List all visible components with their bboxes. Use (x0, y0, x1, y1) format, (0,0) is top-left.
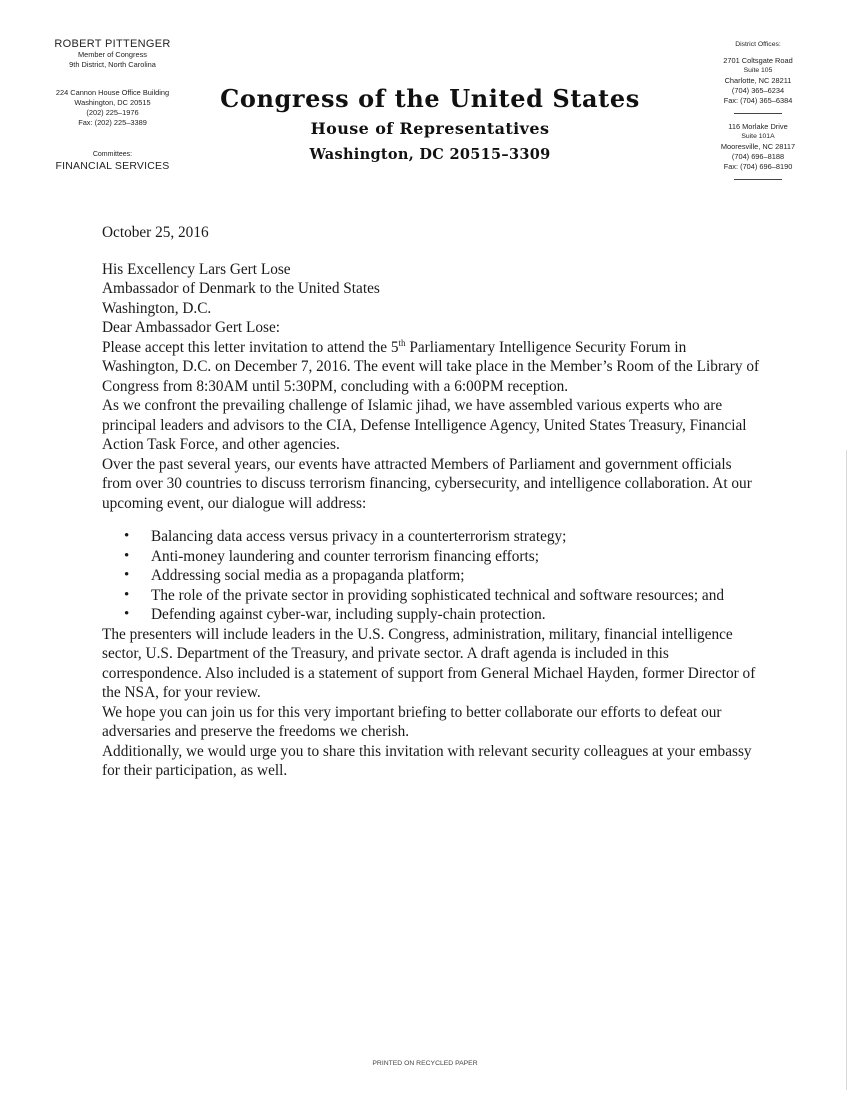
invitation-text-end: Parliamentary Intelligence Security Forum in Washington, D.C. on December 7, 2016. The event will take place in the Member’s Room of the Library of Congress from 8:30AM until 5:30PM, concluding with a 6:00PM reception. (102, 338, 760, 395)
paragraph-share: Additionally, we would urge you to share this invitation with relevant security colleagues at your embassy for their participation, as well. (102, 742, 752, 779)
office-phone: (704) 696–8188 (731, 152, 785, 161)
office-phone: (704) 365–6234 (731, 86, 785, 95)
recycled-paper-footer: PRINTED ON RECYCLED PAPER (372, 1060, 478, 1067)
list-item: • Defending against cyber-war, including supply-chain protection. (124, 605, 762, 625)
paragraph-experts: As we confront the prevailing challenge of Islamic jihad, we have assembled various experts who are principal leaders and advisors to the CIA, Defense Intelligence Agency, United States Treasury, Financial Action Task Force, and other agencies. (102, 397, 747, 453)
letterhead-district-offices (692, 40, 824, 188)
paragraph-hope: We hope you can join us for this very important briefing to better collaborate our efforts to defeat our adversaries and preserve the freedoms we cherish. (102, 703, 722, 740)
topics-list (102, 527, 762, 625)
member-title: Member of Congress (77, 50, 147, 59)
salutation: Dear Ambassador Gert Lose: (102, 319, 280, 336)
member-district: 9th District, North Carolina (69, 60, 156, 69)
letter-body (102, 223, 762, 781)
list-item: • Balancing data access versus privacy in a counterterrorism strategy; (124, 527, 762, 547)
divider (734, 113, 782, 114)
house-title: House of Representatives (310, 119, 550, 138)
paragraph-presenters: The presenters will include leaders in the U.S. Congress, administration, military, financial intelligence sector, U.S. Department of the Treasury, and private sector. A draft agenda is included in this correspondence. Also included is a statement of support from General Michael Hayden, former Director of the NSA, for your review. (102, 625, 756, 701)
list-item: • Addressing social media as a propaganda platform; (124, 566, 762, 586)
committee-name: FINANCIAL SERVICES (55, 160, 170, 172)
ordinal-suffix: th (398, 337, 406, 348)
paragraph-dialogue: Over the past several years, our events have attracted Members of Parliament and government officials from over 30 countries to discuss terrorism financing, cybersecurity, and intelligence collaboration. At our upcoming event, our dialogue will address: (102, 455, 752, 512)
dc-phone: (202) 225–1976 (86, 108, 139, 117)
congress-title: Congress of the United States (220, 84, 640, 113)
list-item: • The role of the private sector in providing sophisticated technical and software resources; and (124, 586, 762, 606)
list-item: • Anti-money laundering and counter terrorism financing efforts; (124, 547, 762, 567)
office-line: Mooresville, NC 28117 (720, 142, 796, 151)
office-line: 116 Morlake Drive (728, 122, 788, 131)
office-fax: Fax: (704) 365–6384 (723, 96, 793, 105)
letter-date: October 25, 2016 (102, 224, 209, 241)
recipient-line: Washington, D.C. (102, 299, 212, 317)
dc-fax: Fax: (202) 225–3389 (78, 118, 147, 127)
dc-address-line: Washington, DC 20515 (74, 98, 151, 107)
office-line: Charlotte, NC 28211 (724, 76, 792, 85)
recipient-line: His Excellency Lars Gert Lose (102, 260, 291, 278)
office-line: Suite 105 (743, 67, 773, 74)
member-name: ROBERT PITTENGER (54, 38, 171, 50)
office-line: 2701 Coltsgate Road (723, 56, 793, 65)
dc-address-line: 224 Cannon House Office Building (55, 88, 170, 97)
office-line: Suite 101A (741, 133, 775, 140)
invitation-text-start: Please accept this letter invitation to attend the 5 (102, 338, 399, 356)
office-fax: Fax: (704) 696–8190 (723, 162, 793, 171)
paragraph-invitation (102, 338, 762, 397)
divider (734, 179, 782, 180)
washington-address: Washington, DC 20515–3309 (309, 146, 551, 163)
recipient-line: Ambassador of Denmark to the United States (102, 280, 380, 297)
district-office-mooresville (692, 122, 824, 172)
committees-label: Committees: (92, 151, 133, 158)
letterhead-title-block (185, 84, 675, 163)
scan-edge-line (846, 450, 847, 1090)
recipient-block (102, 260, 762, 319)
district-offices-label: District Offices: (735, 41, 781, 48)
district-office-charlotte (692, 56, 824, 106)
